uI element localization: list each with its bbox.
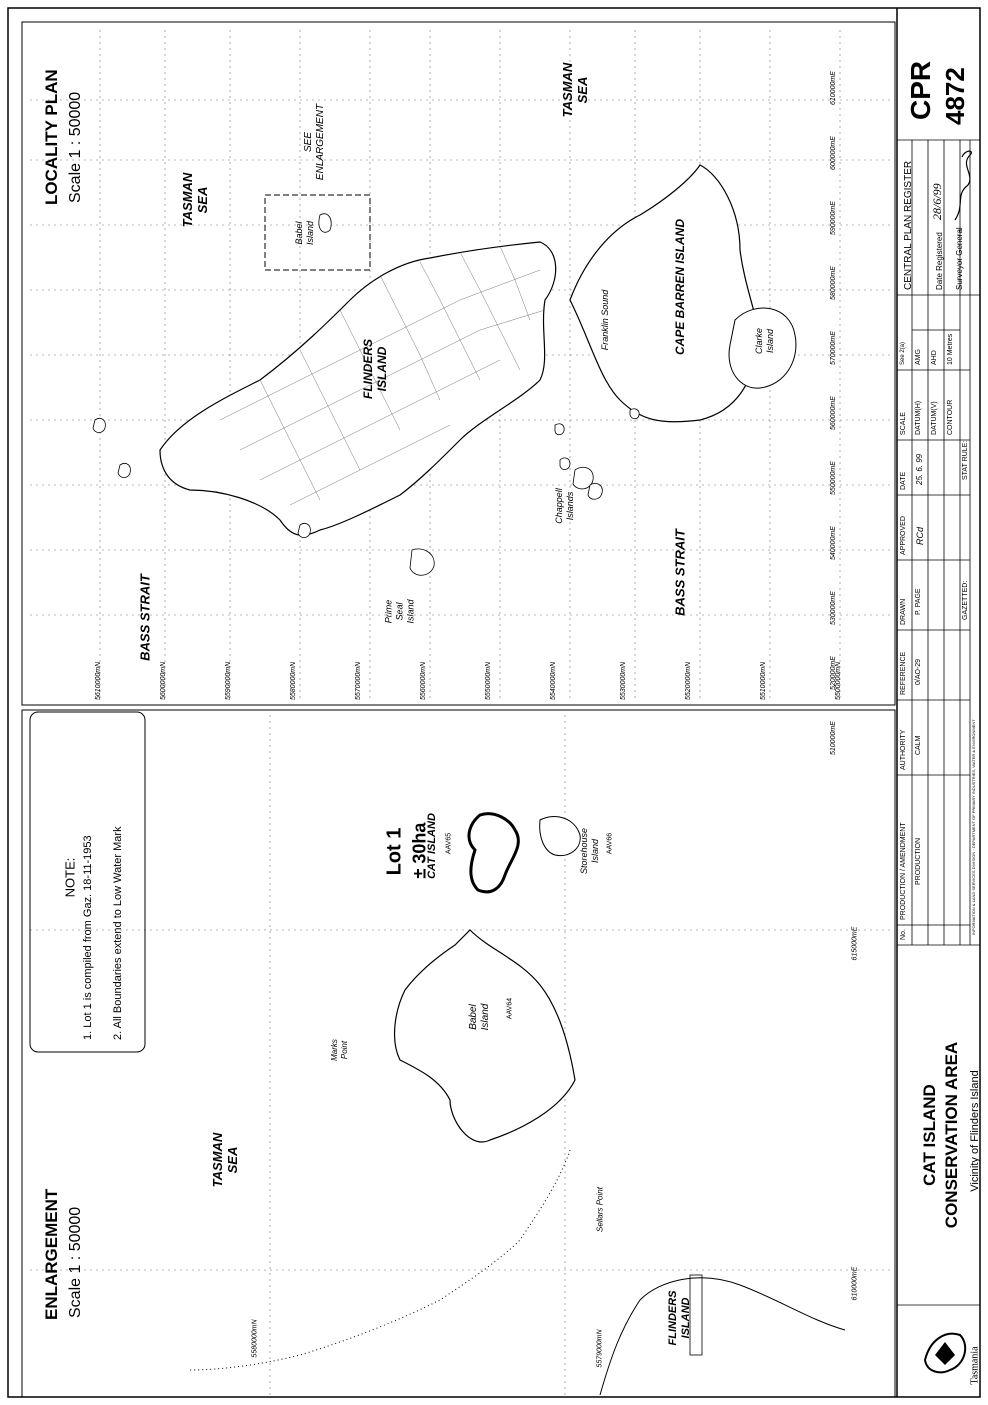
locality-easting-label: 530000mE: [830, 591, 837, 625]
row1-date: 25. 6. 99: [915, 453, 924, 485]
locality-northing-label: 5550000mN: [485, 661, 492, 700]
bass-strait-label-left: BASS STRAIT: [137, 574, 153, 661]
stat-rule-label: STAT RULE:: [962, 440, 969, 480]
locality-easting-label: 520000mE: [830, 656, 837, 690]
locality-northing-label: 5570000mN: [355, 661, 362, 700]
locality-northing-label: 5560000mN: [420, 661, 427, 700]
col-scale: SCALE: [900, 412, 907, 435]
central-plan-register-label: CENTRAL PLAN REGISTER: [903, 160, 914, 290]
enlargement-title: ENLARGEMENT: [42, 1188, 61, 1320]
locality-northing-label: 5540000mN: [550, 661, 557, 700]
locality-northing-label: 5580000mN: [290, 661, 297, 700]
plan-subtitle: Vicinity of Flinders Island: [969, 1070, 981, 1192]
lot-label: Lot 1: [383, 827, 406, 876]
cape-barren-island-label: CAPE BARREN ISLAND: [673, 219, 687, 356]
tasmania-logo-text: Tasmania: [969, 1346, 981, 1385]
locality-easting-label: 540000mE: [830, 526, 837, 560]
surveyor-signature: [950, 145, 980, 225]
easting-615000: 615000mE: [851, 926, 859, 961]
babel-island-code: AAV64: [506, 997, 514, 1020]
date-registered-value: 28/6/99: [930, 183, 944, 220]
northing-5579000: 5579000mN: [596, 1329, 604, 1368]
enlargement-scale: Scale 1 : 50000: [67, 1206, 84, 1318]
enlargement-tasman-sea-label: TASMAN SEA: [210, 1132, 240, 1188]
note-item-2: 2. All Boundaries extend to Low Water Mark: [112, 826, 124, 1040]
col-no: No.: [900, 929, 907, 940]
easting-610000: 610000mE: [851, 1266, 859, 1301]
datum-v-label: DATUM(V): [931, 401, 938, 435]
cat-island-code: AAV65: [445, 832, 453, 855]
locality-easting-label: 560000mE: [830, 396, 837, 430]
locality-plan-title: LOCALITY PLAN: [42, 69, 61, 205]
marks-point-label: Marks Point: [330, 1039, 349, 1061]
locality-easting-label: 570000mE: [830, 331, 837, 365]
col-reference: REFERENCE: [900, 651, 907, 695]
col-drawn: DRAWN: [900, 598, 907, 625]
storehouse-island-code: AAV66: [606, 832, 614, 855]
row1-authority: CALM: [915, 735, 922, 755]
contour-label: CONTOUR: [947, 399, 954, 435]
sellars-point-label: Sellars Point: [595, 1187, 605, 1232]
locality-easting-label: 580000mE: [830, 266, 837, 300]
note-item-1: 1. Lot 1 is compiled from Gaz. 18-11-1953: [82, 835, 94, 1040]
locality-easting-label: 590000mE: [830, 201, 837, 235]
enlargement-flinders-island-label: FLINDERS ISLAND: [667, 1290, 692, 1346]
gazetted-label: GAZETTED:: [962, 580, 969, 620]
clarke-island-label: Clarke Island: [754, 328, 775, 355]
northing-5580000: 5580000mN: [251, 1319, 259, 1358]
franklin-sound-label: Franklin Sound: [600, 289, 610, 351]
locality-northing-label: 5590000mN: [225, 661, 232, 700]
cpr-number: 4872: [940, 67, 970, 125]
locality-easting-label: 550000mE: [830, 461, 837, 495]
locality-plan-scale: Scale 1 : 50000: [67, 91, 84, 203]
lot-area-label: ± 30ha: [409, 822, 430, 879]
locality-northing-label: 5500000mN: [835, 661, 842, 700]
storehouse-island-label: Storehouse Island: [579, 827, 600, 875]
row1-approved: RCd: [915, 526, 925, 545]
locality-northing-label: 5610000mN: [95, 661, 102, 700]
babel-island-label: Babel Island: [294, 220, 315, 246]
col-sheet: See 2(a): [900, 341, 906, 365]
locality-northing-label: 5530000mN: [620, 661, 627, 700]
surveyor-general-label: Surveyor General: [955, 227, 964, 290]
tasman-sea-label: TASMAN SEA: [180, 172, 210, 228]
footer-department: INFORMATION & LAND SERVICES DIVISION · DEPARTMENT OF PRIMARY INDUSTRIES, WATER & ENVIRONMENT: [971, 719, 976, 935]
plan-title-line1: CAT ISLAND: [920, 1084, 939, 1186]
plan-title-line2: CONSERVATION AREA: [942, 1041, 961, 1229]
note-heading: NOTE:: [62, 857, 78, 898]
col-date: DATE: [900, 471, 907, 490]
col-production: PRODUCTION / AMENDMENT: [900, 822, 907, 920]
see-enlargement-label: SEE ENLARGEMENT: [303, 103, 326, 181]
row1-reference: 0/AO-29: [915, 658, 922, 685]
locality-easting-label: 510000mE: [830, 721, 837, 755]
col-authority: AUTHORITY: [900, 729, 907, 770]
cpr-label: CPR: [905, 60, 936, 120]
locality-easting-label: 610000mE: [830, 71, 837, 105]
cat-island-label: CAT ISLAND: [426, 813, 438, 879]
bass-strait-label-bottom: BASS STRAIT: [672, 529, 688, 616]
row1-drawn: P. PAGE: [915, 588, 922, 615]
flinders-island-label: FLINDERS ISLAND: [361, 339, 389, 399]
locality-northing-label: 5510000mN: [760, 661, 767, 700]
datum-h-label: DATUM(H): [915, 400, 922, 435]
tasman-sea-label-right: TASMAN SEA: [560, 62, 590, 118]
datum-v-value: AHD: [931, 350, 938, 365]
tasmania-logo: [915, 1320, 975, 1390]
datum-h-value: AMG: [915, 349, 922, 365]
locality-northing-label: 5520000mN: [685, 661, 692, 700]
contour-value: 10 Metres: [947, 333, 954, 365]
date-registered-label: Date Registered: [935, 232, 944, 290]
prime-seal-island-label: Prime Seal Island: [383, 599, 416, 624]
locality-northing-label: 5600000mN: [160, 661, 167, 700]
locality-easting-label: 600000mE: [830, 136, 837, 170]
col-approved: APPROVED: [900, 516, 907, 555]
babel-island-enlargement-label: Babel Island: [468, 1003, 491, 1031]
chappell-islands-label: Chappell Islands: [554, 488, 575, 524]
row1-production: PRODUCTION: [915, 837, 922, 885]
